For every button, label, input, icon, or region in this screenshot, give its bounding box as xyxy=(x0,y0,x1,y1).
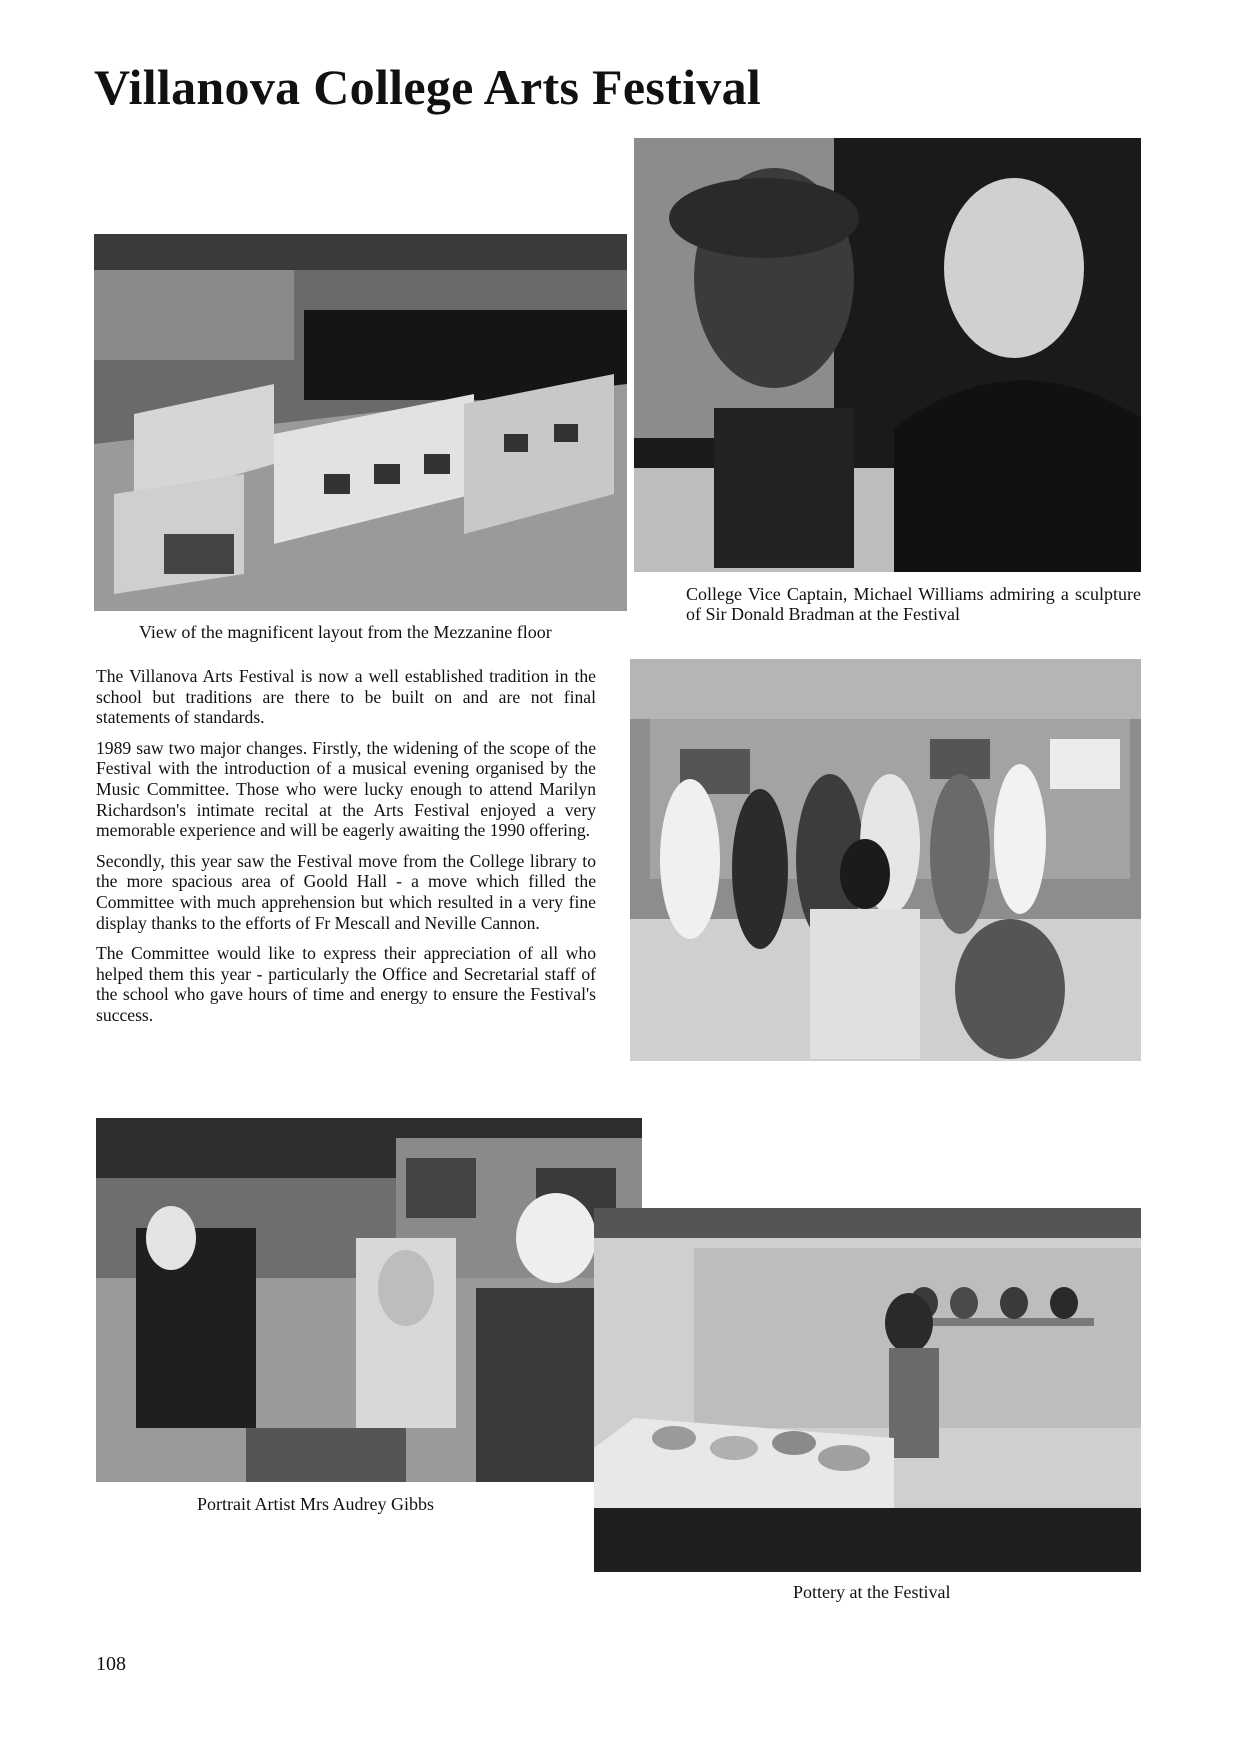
caption-pottery: Pottery at the Festival xyxy=(793,1582,951,1602)
article-paragraph: Secondly, this year saw the Festival move from the College library to the more spacious area of Goold Hall - a move which filled the Committee with much apprehension but which resulted in a very fine display thanks to the efforts of Fr Mescall and Neville Cannon. xyxy=(96,850,596,933)
page-title: Villanova College Arts Festival xyxy=(94,59,762,115)
photo-hall-view xyxy=(94,234,627,611)
article-paragraph: 1989 saw two major changes. Firstly, the widening of the scope of the Festival with the introduction of a musical evening organised by the Music Committee. Those who were lucky enough to attend Marilyn Richardson's intimate recital at the Arts Festival enjoyed a very memorable experience and will be eagerly awaiting the 1990 offering. xyxy=(96,737,596,841)
article-paragraph: The Villanova Arts Festival is now a well established tradition in the school but traditions are there to be built on and are not final statements of standards. xyxy=(96,666,596,728)
caption-portrait: Portrait Artist Mrs Audrey Gibbs xyxy=(197,1494,434,1514)
article-body xyxy=(96,666,596,1036)
photo-crowd xyxy=(630,659,1141,1061)
photo-sculpture xyxy=(634,138,1141,572)
photo-portrait xyxy=(96,1118,642,1482)
page-number: 108 xyxy=(96,1653,126,1675)
caption-hall-view: View of the magnificent layout from the Mezzanine floor xyxy=(139,622,552,642)
photo-pottery xyxy=(594,1208,1141,1572)
caption-sculpture: College Vice Captain, Michael Williams admiring a sculpture of Sir Donald Bradman at the Festival xyxy=(686,584,1141,624)
article-paragraph: The Committee would like to express their appreciation of all who helped them this year - particularly the Office and Secretarial staff of the school who gave hours of time and energy to ensure the Festival's success. xyxy=(96,943,596,1025)
